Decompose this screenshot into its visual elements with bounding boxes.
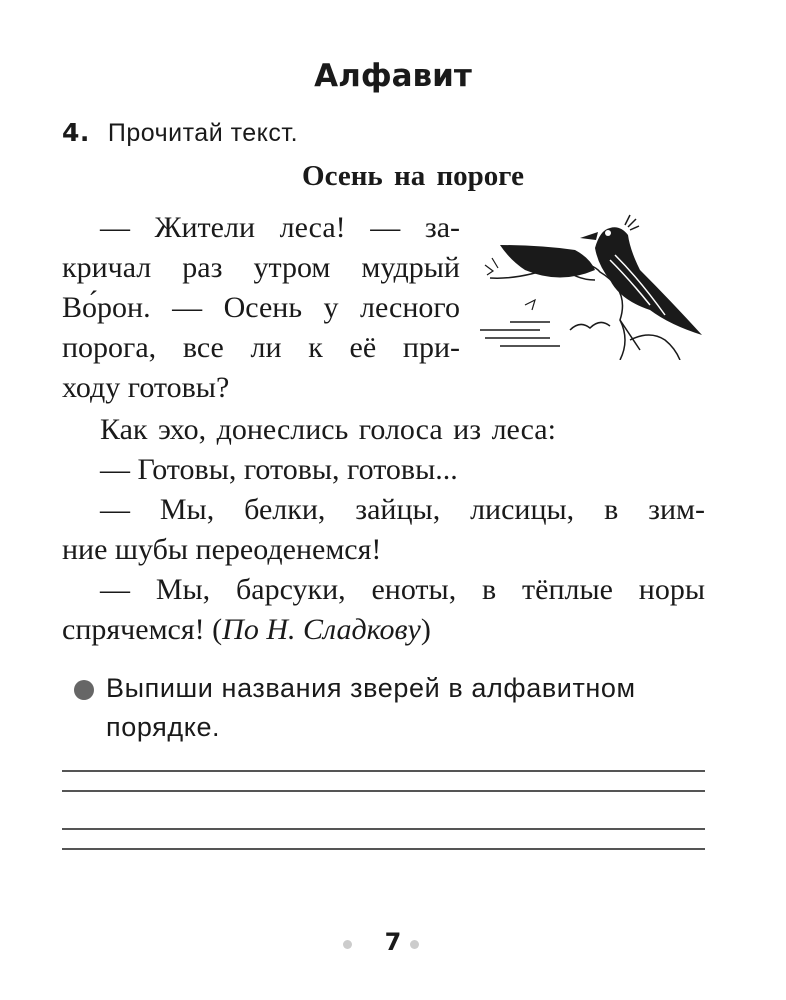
story-line: — Мы, белки, зайцы, лисицы, в зим- — [100, 493, 705, 526]
task-number: 4. — [62, 118, 90, 147]
answer-line[interactable] — [62, 828, 705, 830]
exercise-instruction — [106, 669, 636, 747]
story-source: По Н. Сладкову — [222, 613, 421, 646]
answer-line[interactable] — [62, 790, 705, 792]
task-header — [62, 118, 298, 148]
story-line: ние шубы переоденемся! — [62, 533, 382, 566]
page-title: Алфавит — [314, 58, 472, 94]
task-instruction: Прочитай текст. — [107, 119, 299, 147]
story-line: спрячемся! — [62, 613, 205, 646]
page-number-dot-right — [410, 940, 419, 949]
crow-illustration — [480, 210, 710, 360]
story-line: порога, все ли к её при- — [62, 331, 460, 364]
story-line: кричал раз утром мудрый — [62, 251, 460, 284]
story-line: Как эхо, донеслись голоса из леса: — [100, 413, 556, 446]
answer-line[interactable] — [62, 848, 705, 850]
story-line: — Жители леса! — за- — [100, 211, 460, 244]
story-line: ходу готовы? — [62, 371, 230, 404]
exercise-line: порядке. — [106, 712, 221, 742]
page-number: 7 — [384, 928, 402, 956]
story-line: — Мы, барсуки, еноты, в тёплые норы — [100, 573, 705, 606]
story-last-line: спрячемся! (По Н. Сладкову) — [62, 613, 431, 646]
story-line: Во́рон. — Осень у лесного — [62, 291, 460, 324]
exercise-line: Выпиши названия зверей в алфавитном — [106, 673, 636, 703]
answer-line[interactable] — [62, 770, 705, 772]
bullet-icon — [74, 680, 94, 700]
story-title: Осень на пороге — [302, 160, 524, 192]
story-line: — Готовы, готовы, готовы... — [100, 453, 458, 486]
